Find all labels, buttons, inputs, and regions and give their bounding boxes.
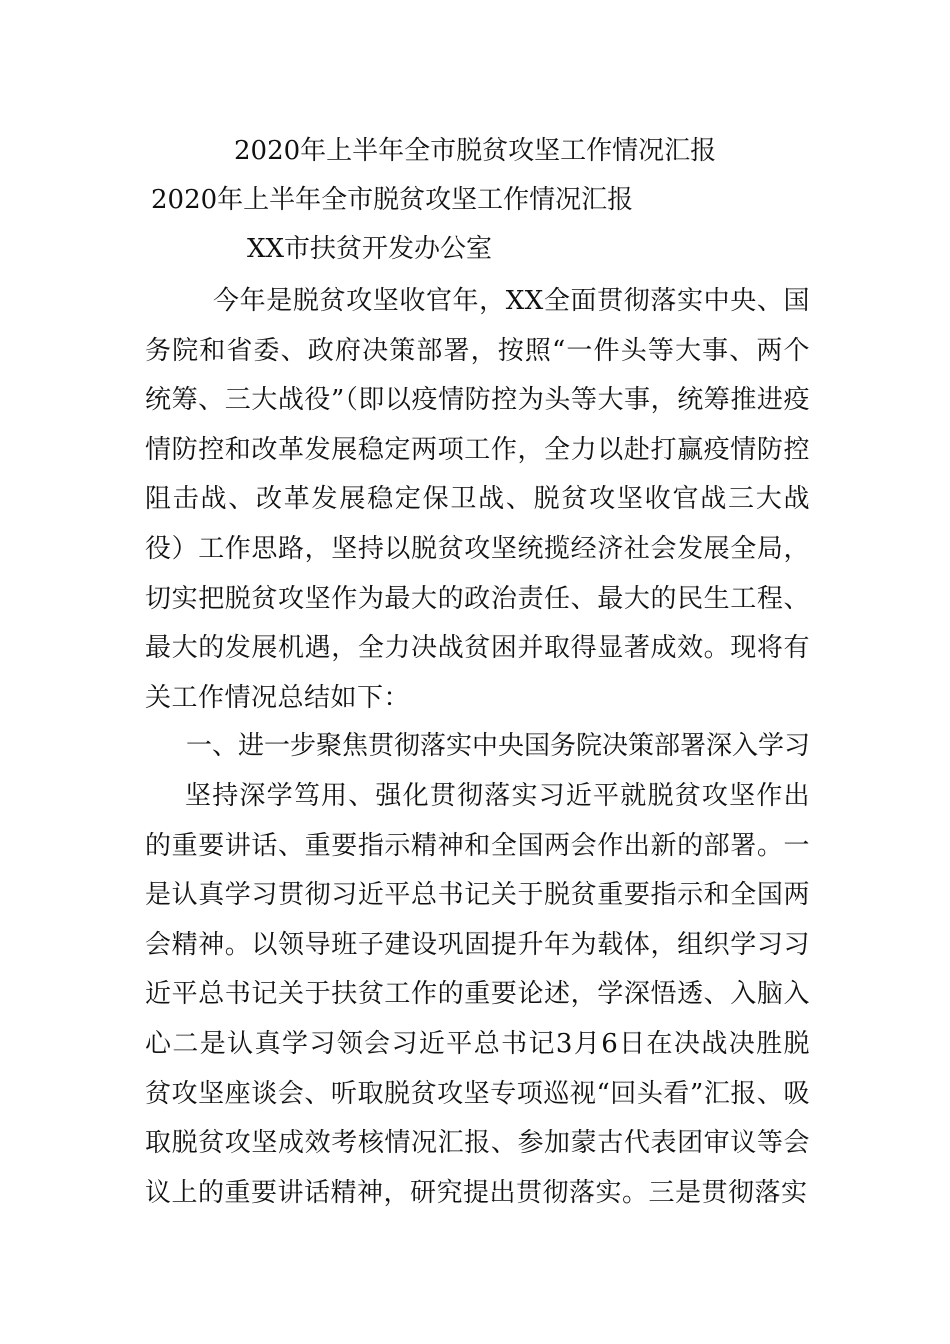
document-subtitle: 2020年上半年全市脱贫攻坚工作情况汇报 bbox=[151, 185, 634, 215]
section-heading: 一、进一步聚焦贯彻落实中央国务院决策部署深入学习 bbox=[186, 731, 811, 761]
document-title: 2020年上半年全市脱贫攻坚工作情况汇报 bbox=[234, 136, 717, 166]
section-paragraph: 坚持深学笃用、强化贯彻落实习近平就脱贫攻坚作出的重要讲话、重要指示精神和全国两会作出新的部署。一是认真学习贯彻习近平总书记关于脱贫重要指示和全国两会精神。以领导班子建设巩固提升年为载体，组织学习习近平总书记关于扶贫工作的重要论述，学深悟透、入脑入心二是认真学习领会习近平总书记3月6日在决战决胜脱贫攻坚座谈会、听取脱贫攻坚专项巡视“回头看”汇报、吸取脱贫攻坚成效考核情况汇报、参加蒙古代表团审议等会议上的重要讲话精神，研究提出贯彻落实。三是贯彻落实 bbox=[145, 781, 810, 1208]
intro-paragraph: 今年是脱贫攻坚收官年，XX全面贯彻落实中央、国务院和省委、政府决策部署，按照“一件头等大事、两个统筹、三大战役”（即以疫情防控为头等大事，统筹推进疫情防控和改革发展稳定两项工作，全力以赴打赢疫情防控阻击战、改革发展稳定保卫战、脱贫攻坚收官战三大战役）工作思路，坚持以脱贫攻坚统揽经济社会发展全局，切实把脱贫攻坚作为最大的政治责任、最大的民生工程、最大的发展机遇，全力决战贫困并取得显著成效。现将有关工作情况总结如下： bbox=[145, 286, 810, 713]
issuing-organization: XX市扶贫开发办公室 bbox=[247, 234, 493, 264]
